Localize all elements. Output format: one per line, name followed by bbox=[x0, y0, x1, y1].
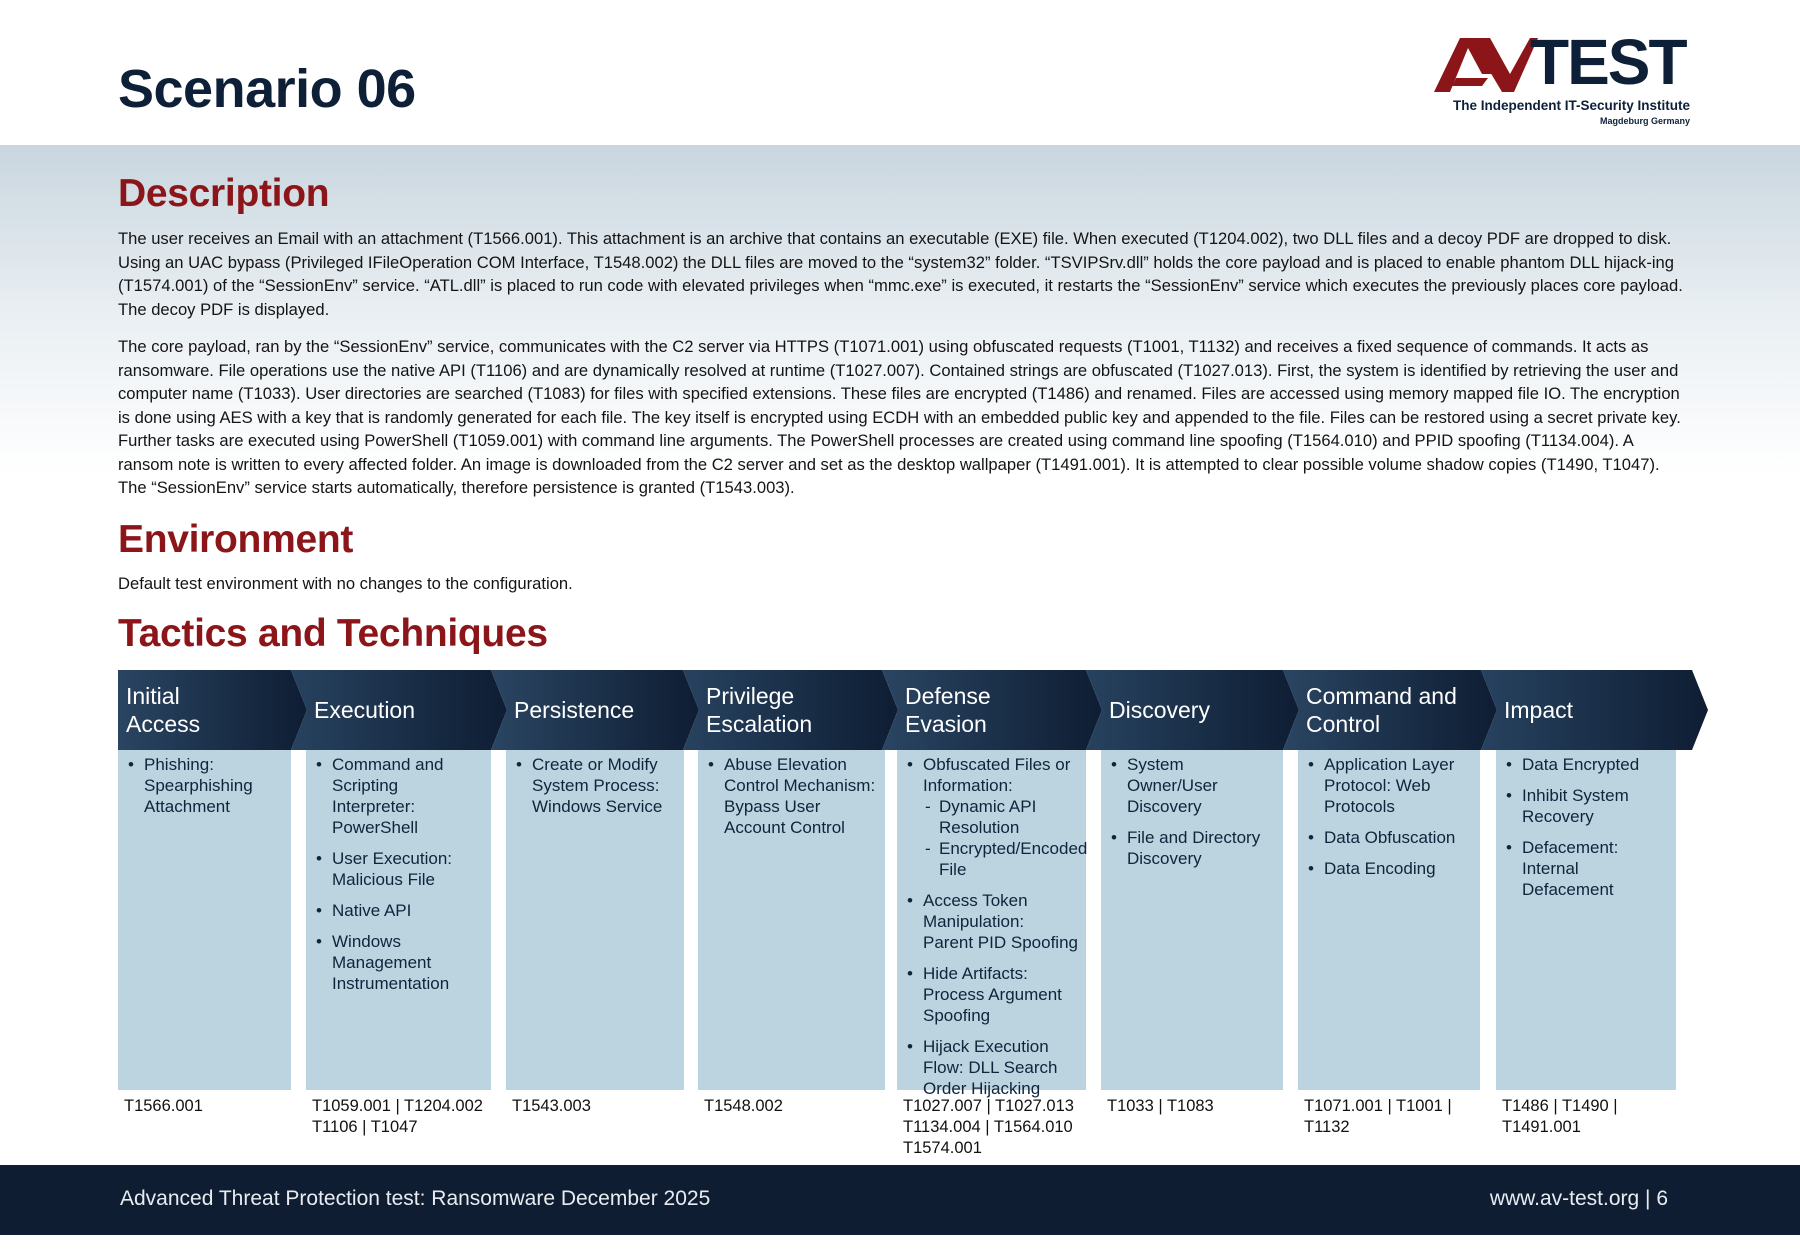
technique-label: Hide Artifacts: Process Argument Spoofing bbox=[923, 964, 1062, 1025]
technique-id-line: T1106 | T1047 bbox=[312, 1118, 418, 1136]
tactic-techniques-8 bbox=[1496, 750, 1676, 1090]
tactic-techniques-5 bbox=[897, 750, 1088, 1098]
logo-wordmark: TEST bbox=[1530, 26, 1686, 98]
tactic-techniques-7 bbox=[1298, 750, 1480, 1090]
tactic-header-4 bbox=[683, 670, 898, 750]
tactics-heading: Tactics and Techniques bbox=[118, 612, 548, 655]
technique-label: User Execution: Malicious File bbox=[332, 849, 452, 889]
footer-url-page: www.av-test.org | 6 bbox=[1489, 1187, 1668, 1210]
tactic-techniques-6 bbox=[1101, 750, 1283, 1090]
technique-item bbox=[1308, 754, 1472, 817]
technique-label: Hijack Execution Flow: DLL Search Order Hijacking bbox=[923, 1037, 1058, 1098]
technique-id-line: T1027.007 | T1027.013 bbox=[903, 1097, 1074, 1115]
description-paragraph-1: The user receives an Email with an attachment (T1566.001). This attachment is an archive that contains an executable (EXE) file. When executed (T1204.002), two DLL files and a decoy PDF are dropped to disk. Using an UAC bypass (Privileged IFileOperation COM Interface, T1548.002) the DLL files are moved to the “system32” folder. “TSVIPSrv.dll” holds the core payload and is placed to enable phantom DLL hijack-ing (T1574.001) of the “SessionEnv” service. “ATL.dll” is placed to run code with elevated privileges when “mmc.exe” is executed, it restarts the “SessionEnv” service which executes the previously places core payload. The decoy PDF is displayed. bbox=[118, 229, 1683, 319]
technique-label: Phishing: Spearphishing Attachment bbox=[144, 755, 253, 816]
technique-item bbox=[1308, 858, 1472, 879]
tactic-header-6 bbox=[1086, 670, 1299, 750]
technique-item bbox=[1111, 754, 1275, 817]
technique-item bbox=[1111, 827, 1275, 869]
technique-ids-3 bbox=[512, 1096, 700, 1117]
technique-id-line: T1548.002 bbox=[704, 1097, 783, 1115]
technique-label: Data Encrypted bbox=[1522, 755, 1640, 774]
technique-label: Create or Modify System Process: Windows Service bbox=[532, 755, 663, 816]
tactic-header-7 bbox=[1283, 670, 1497, 750]
technique-item bbox=[316, 754, 483, 838]
technique-label: System Owner/User Discovery bbox=[1127, 755, 1218, 816]
tactic-title: Defense Evasion bbox=[905, 683, 991, 737]
technique-item bbox=[1506, 785, 1668, 827]
technique-item bbox=[316, 900, 483, 921]
technique-ids-1 bbox=[124, 1096, 307, 1117]
technique-item bbox=[1506, 754, 1668, 775]
technique-ids-6 bbox=[1107, 1096, 1299, 1117]
technique-item bbox=[316, 848, 483, 890]
technique-label: Native API bbox=[332, 901, 412, 920]
technique-label: Data Encoding bbox=[1324, 859, 1436, 878]
tactic-title: Discovery bbox=[1109, 697, 1210, 723]
technique-label: Command and Scripting Interpreter: PowerShell bbox=[332, 755, 444, 837]
technique-label: Obfuscated Files or Information: bbox=[923, 755, 1071, 795]
environment-text: Default test environment with no changes to the configuration. bbox=[118, 574, 573, 593]
tactic-techniques-4 bbox=[698, 750, 885, 1090]
technique-item bbox=[316, 931, 483, 994]
technique-ids-4 bbox=[704, 1096, 901, 1117]
tactic-title: Execution bbox=[314, 697, 416, 723]
technique-label: Application Layer Protocol: Web Protocols bbox=[1324, 755, 1455, 816]
tactic-header-8 bbox=[1481, 670, 1708, 750]
technique-ids-5 bbox=[903, 1096, 1102, 1159]
technique-ids-8 bbox=[1502, 1096, 1692, 1138]
technique-item bbox=[516, 754, 676, 817]
technique-item bbox=[907, 754, 1088, 880]
tactic-header-2 bbox=[291, 670, 507, 750]
logo-location: Magdeburg Germany bbox=[1599, 116, 1690, 126]
technique-item bbox=[907, 963, 1078, 1026]
tactic-title: Impact bbox=[1504, 697, 1574, 723]
technique-id-line: T1059.001 | T1204.002 bbox=[312, 1097, 483, 1115]
tactic-title: Command and Control bbox=[1306, 683, 1457, 737]
technique-label: File and Directory Discovery bbox=[1127, 828, 1261, 868]
technique-label: Abuse Elevation Control Mechanism: Bypass User Account Control bbox=[724, 755, 876, 837]
page-title: Scenario 06 bbox=[118, 59, 416, 119]
sub-technique-item: - Dynamic API Resolution bbox=[923, 796, 1078, 838]
environment-heading: Environment bbox=[118, 518, 354, 561]
description-heading: Description bbox=[118, 172, 330, 215]
technique-id-line: T1071.001 | T1001 | T1132 bbox=[1304, 1097, 1452, 1136]
footer-report-title: Advanced Threat Protection test: Ransomware December 2025 bbox=[120, 1187, 711, 1210]
av-test-logo bbox=[1430, 26, 1690, 134]
technique-ids-2 bbox=[312, 1096, 507, 1138]
technique-id-line: T1566.001 bbox=[124, 1097, 203, 1115]
tactic-title: Persistence bbox=[514, 697, 635, 723]
technique-item bbox=[1308, 827, 1472, 848]
tactic-title: Initial Access bbox=[126, 683, 201, 737]
tactic-techniques-2 bbox=[306, 750, 491, 1090]
technique-item bbox=[708, 754, 877, 838]
technique-id-line: T1134.004 | T1564.010 bbox=[903, 1118, 1073, 1136]
tactic-header-5 bbox=[882, 670, 1102, 750]
logo-tagline: The Independent IT-Security Institute bbox=[1452, 98, 1690, 113]
technique-item bbox=[907, 1036, 1078, 1099]
description-paragraph-2: The core payload, ran by the “SessionEnv” service, communicates with the C2 server via HTTPS (T1071.001) using obfuscated requests (T1001, T1132) and receives a fixed sequence of commands. It acts as ransomware. File operations use the native API (T1106) and are dynamically resolved at runtime (T1027.007). Contained strings are obfuscated (T1027.013). First, the system is identified by retrieving the user and computer name (T1033). User directories are searched (T1083) for files with specified extensions. These files are encrypted (T1486) and renamed. Files are accessed using memory mapped file IO. The encryption is done using AES with a key that is randomly generated for each file. The key itself is encrypted using ECDH with an embedded public key and appended to the file. Files can be restored using a secret private key. Further tasks are executed using PowerShell (T1059.001) with command line arguments. The PowerShell processes are created using command line spoofing (T1564.010) and PPID spoofing (T1134.004). A ransom note is written to every affected folder. An image is downloaded from the C2 server and set as the desktop wallpaper (T1491.001). It is attempted to clear possible volume shadow copies (T1490, T1047). The “SessionEnv” service starts automatically, therefore persistence is granted (T1543.003). bbox=[118, 337, 1681, 497]
technique-id-line: T1574.001 bbox=[903, 1139, 982, 1157]
technique-label: Access Token Manipulation: Parent PID Spoofing bbox=[923, 891, 1078, 952]
tactic-techniques-1 bbox=[118, 750, 291, 1090]
technique-label: Inhibit System Recovery bbox=[1522, 786, 1629, 826]
technique-item bbox=[1506, 837, 1668, 900]
technique-ids-7 bbox=[1304, 1096, 1496, 1138]
av-logo-mark-icon bbox=[1430, 34, 1540, 94]
technique-item bbox=[128, 754, 283, 817]
technique-id-line: T1033 | T1083 bbox=[1107, 1097, 1214, 1115]
tactic-header-3 bbox=[491, 670, 699, 750]
technique-label: Windows Management Instrumentation bbox=[332, 932, 450, 993]
page-header bbox=[0, 0, 1800, 145]
tactic-header-1 bbox=[118, 670, 307, 750]
page-footer bbox=[0, 1165, 1800, 1235]
technique-label: Data Obfuscation bbox=[1324, 828, 1456, 847]
tactic-title: Privilege Escalation bbox=[706, 683, 813, 737]
technique-id-line: T1486 | T1490 | T1491.001 bbox=[1502, 1097, 1618, 1136]
technique-id-line: T1543.003 bbox=[512, 1097, 591, 1115]
tactic-techniques-3 bbox=[506, 750, 684, 1090]
technique-item bbox=[907, 890, 1078, 953]
technique-label: Defacement: Internal Defacement bbox=[1522, 838, 1619, 899]
sub-technique-item: - Encrypted/Encoded File bbox=[923, 838, 1078, 880]
